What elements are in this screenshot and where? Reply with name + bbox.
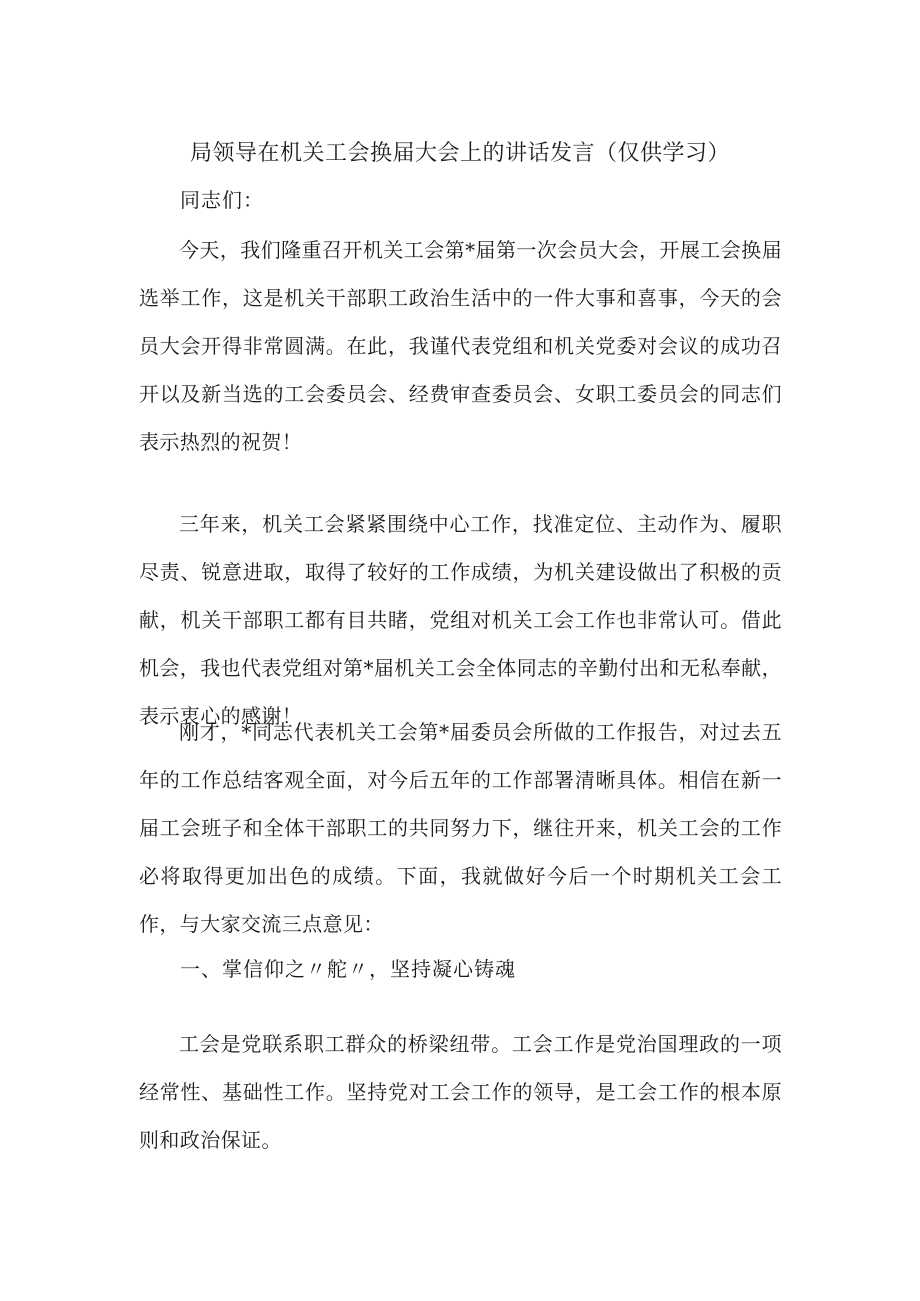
- section-heading: 一、掌信仰之〃舵〃，坚持凝心铸魂: [180, 957, 516, 981]
- document-title: 局领导在机关工会换届大会上的讲话发言（仅供学习）: [189, 141, 730, 166]
- paragraph-opening: 今天，我们隆重召开机关工会第*届第一次会员大会，开展工会换届选举工作，这是机关干部职工政治生活中的一件大事和喜事，今天的会员大会开得非常圆满。在此，我谨代表党组和机关党委对会议的成功召开以及新当选的工会委员会、经费审查委员会、女职工委员会的同志们表示热烈的祝贺！: [139, 238, 782, 454]
- paragraph-work-report: 刚才，*同志代表机关工会第*届委员会所做的工作报告，对过去五年的工作总结客观全面，对今后五年的工作部署清晰具体。相信在新一届工会班子和全体干部职工的共同努力下，继往开来，机关工会的工作必将取得更加出色的成绩。下面，我就做好今后一个时期机关工会工作，与大家交流三点意见：: [139, 720, 782, 936]
- section-paragraph: 工会是党联系职工群众的桥梁纽带。工会工作是党治国理政的一项经常性、基础性工作。坚持党对工会工作的领导，是工会工作的根本原则和政治保证。: [139, 1032, 782, 1152]
- salutation: 同志们：: [180, 188, 264, 212]
- paragraph-achievements: 三年来，机关工会紧紧围绕中心工作，找准定位、主动作为、履职尽责、锐意进取，取得了较好的工作成绩，为机关建设做出了积极的贡献，机关干部职工都有目共睹，党组对机关工会工作也非常认可。借此机会，我也代表党组对第*届机关工会全体同志的辛勤付出和无私奉献，表示衷心的感谢！: [139, 512, 782, 728]
